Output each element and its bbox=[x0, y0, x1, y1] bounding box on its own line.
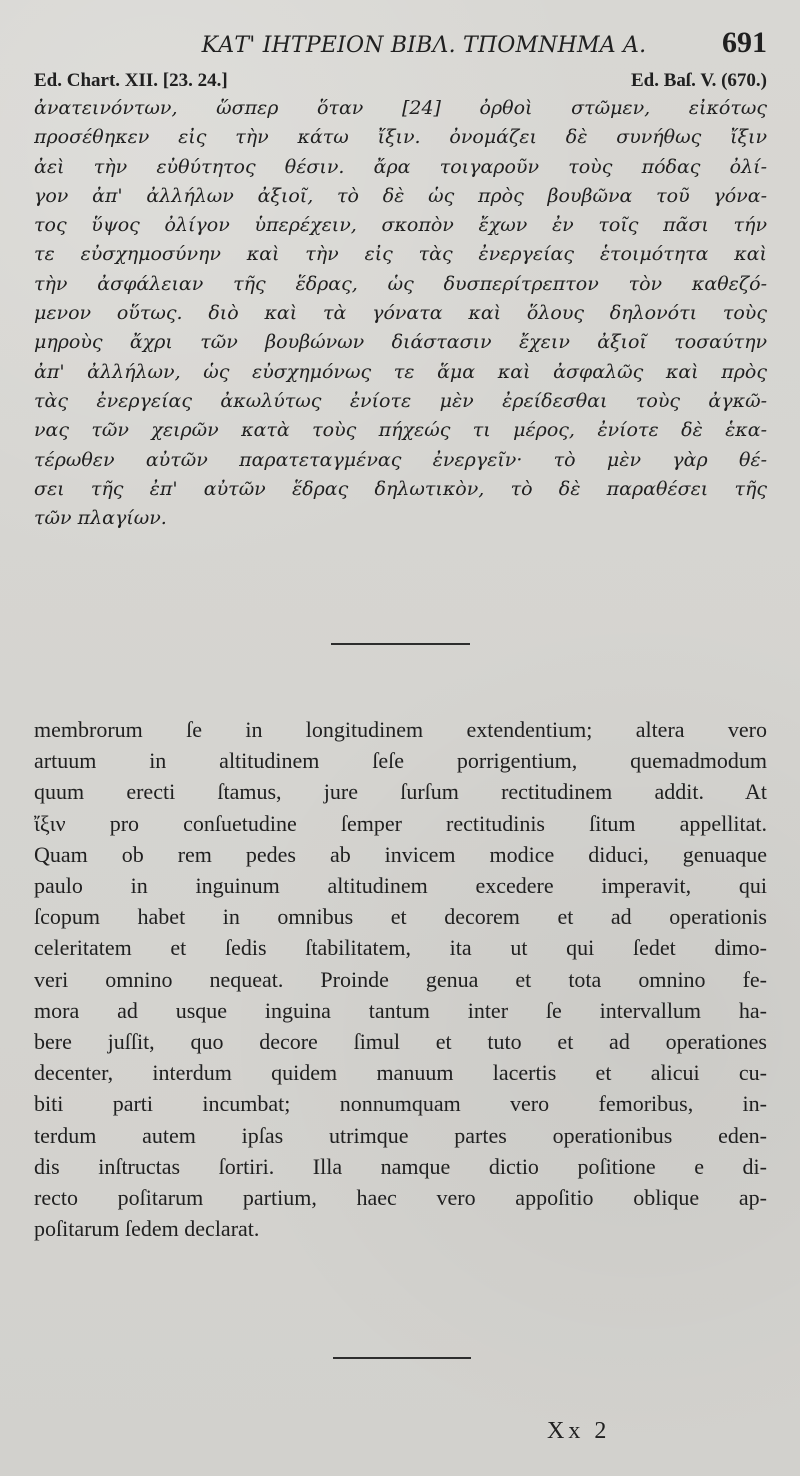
greek-line: μηροὺς ἄχρι τῶν βουβώνων διάστασιν ἔχειν ἀξιοῖ τοσαύτην bbox=[34, 331, 767, 354]
greek-line: ἀεὶ τὴν εὐθύτητος θέσιν. ἄρα τοιγαροῦν τοὺς πόδας ὀλί- bbox=[34, 155, 767, 178]
latin-line: celeritatem et ſedis ſtabilitatem, ita ut qui ſedet dimo- bbox=[34, 935, 767, 961]
page-number: 691 bbox=[722, 26, 767, 59]
greek-line: τῶν πλαγίων. bbox=[34, 507, 167, 530]
footer-divider bbox=[333, 1357, 471, 1359]
greek-line: νας τῶν χειρῶν κατὰ τοὺς πήχεώς τι μέρος, ἐνίοτε δὲ ἑκα- bbox=[34, 419, 767, 442]
latin-line: ἴξιν pro conſuetudine ſemper rectitudinis ſitum appellitat. bbox=[34, 810, 767, 836]
greek-line: τε εὐσχημοσύνην καὶ τὴν εἰς τὰς ἐνεργείας ἑτοιμότητα καὶ bbox=[34, 243, 767, 266]
greek-line: προσέθηκεν εἰς τὴν κάτω ἴξιν. ὀνομάζει δὲ συνήθως ἴξιν bbox=[34, 126, 767, 149]
greek-line: ἀνατεινόντων, ὥσπερ ὅταν [24] ὀρθοὶ στῶμεν, εἰκότως bbox=[34, 97, 767, 119]
latin-line: decenter, interdum quidem manuum lacertis et alicui cu- bbox=[34, 1060, 767, 1086]
latin-line: membrorum ſe in longitudinem extendentium; altera vero bbox=[34, 717, 767, 742]
greek-line: τὰς ἐνεργείας ἀκωλύτως ἐνίοτε μὲν ἐρείδεσθαι τοὺς ἀγκῶ- bbox=[34, 389, 767, 412]
greek-line: τος ὕψος ὀλίγον ὑπερέχειν, σκοπὸν ἔχων ἐν τοῖς πᾶσι τήν bbox=[34, 214, 767, 237]
greek-line: τὴν ἀσφάλειαν τῆς ἕδρας, ὡς δυσπερίτρεπτον τὸν καθεζό- bbox=[34, 272, 767, 295]
greek-line: γον ἀπ' ἀλλήλων ἀξιοῖ, τὸ δὲ ὡς πρὸς βουβῶνα τοῦ γόνα- bbox=[34, 184, 767, 207]
latin-line: poſitarum ſedem declarat. bbox=[34, 1216, 260, 1242]
latin-line: Quam ob rem pedes ab invicem modice diduci, genuaque bbox=[34, 841, 767, 867]
latin-line: bere juſſit, quo decore ſimul et tuto et ad operationes bbox=[34, 1029, 767, 1055]
latin-line: quum erecti ſtamus, jure ſurſum rectitudinem addit. At bbox=[34, 779, 767, 805]
section-divider bbox=[331, 643, 470, 645]
edition-reference-line bbox=[34, 70, 767, 92]
greek-line: τέρωθεν αὐτῶν παρατεταγμένας ἐνεργεῖν· τὸ μὲν γὰρ θέ- bbox=[34, 448, 767, 471]
latin-line: biti parti incumbat; nonnumquam vero femoribus, in- bbox=[34, 1091, 767, 1117]
latin-line: paulo in inguinum altitudinem excedere imperavit, qui bbox=[34, 873, 767, 899]
latin-line: artuum in altitudinem ſeſe porrigentium, quemadmodum bbox=[34, 748, 767, 774]
latin-line: mora ad usque inguina tantum inter ſe intervallum ha- bbox=[34, 997, 767, 1023]
running-head bbox=[34, 24, 767, 64]
latin-line: ſcopum habet in omnibus et decorem et ad operationis bbox=[34, 904, 767, 930]
latin-line: veri omnino nequeat. Proinde genua et tota omnino fe- bbox=[34, 966, 767, 992]
chartier-reference: Ed. Chart. XII. [23. 24.] bbox=[34, 70, 228, 91]
greek-line: ἀπ' ἀλλήλων, ὡς εὐσχημόνως τε ἅμα καὶ ἀσφαλῶς καὶ πρὸς bbox=[34, 360, 767, 383]
running-title: ΚΑΤ' ΙΗΤΡΕΙΟΝ ΒΙΒΛ. ΤΠΟΜΝΗΜΑ Α. bbox=[201, 33, 647, 58]
printer-signature: Xx 2 bbox=[547, 1418, 611, 1444]
latin-line: dis inſtructas ſortiri. Illa namque dictio poſitione e di- bbox=[34, 1153, 767, 1179]
greek-text-block bbox=[34, 94, 767, 533]
greek-line: μενον οὕτως. διὸ καὶ τὰ γόνατα καὶ ὅλους δηλονότι τοὺς bbox=[34, 302, 767, 325]
basel-reference: Ed. Baſ. V. (670.) bbox=[630, 70, 767, 91]
latin-line: terdum autem ipſas utrimque partes operationibus eden- bbox=[34, 1122, 767, 1148]
latin-text-block bbox=[34, 714, 767, 1244]
latin-line: recto poſitarum partium, haec vero appoſitio oblique ap- bbox=[34, 1185, 767, 1211]
greek-line: σει τῆς ἐπ' αὐτῶν ἕδρας δηλωτικὸν, τὸ δὲ παραθέσει τῆς bbox=[34, 477, 767, 500]
